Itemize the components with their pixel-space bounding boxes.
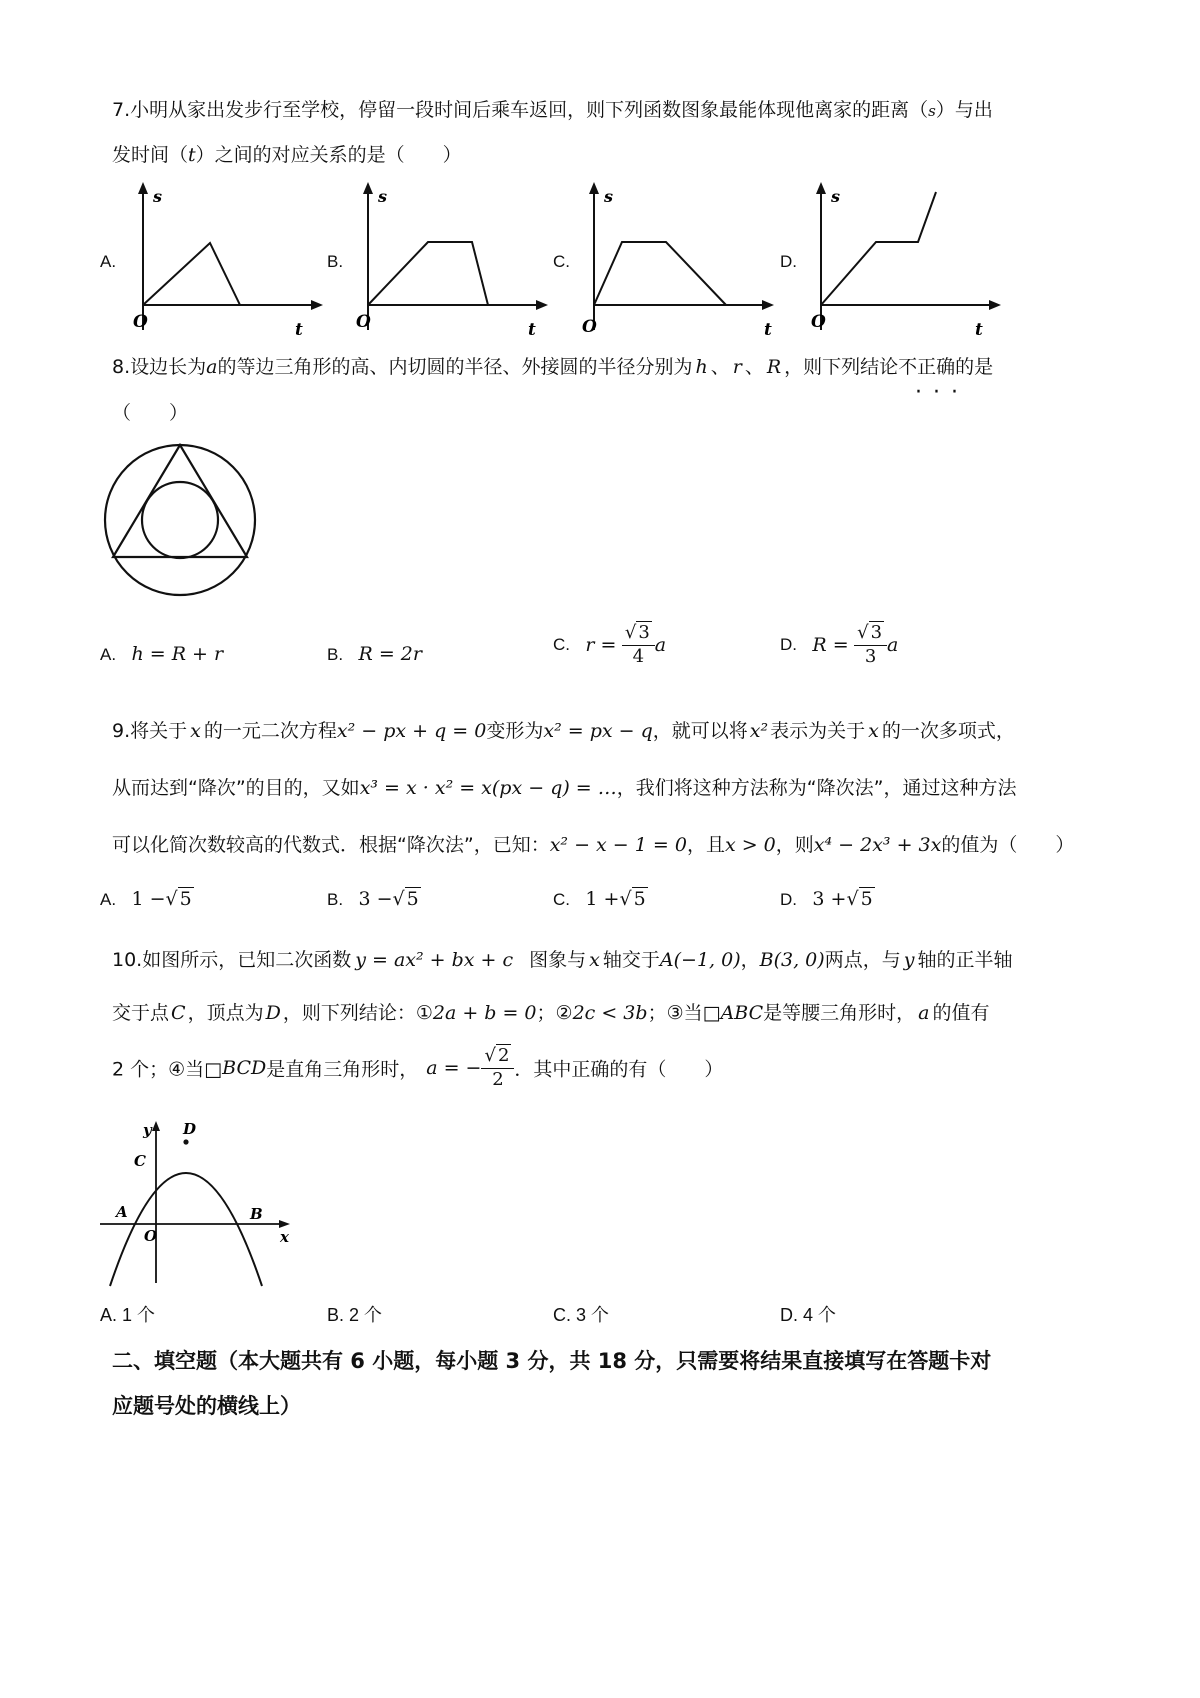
- q7-graph-c: [576, 180, 781, 345]
- q7-graph-d: [803, 180, 1008, 345]
- q10-graph-x-label: x: [280, 1228, 289, 1246]
- q9-option-d: D. 3 +√ 5: [780, 888, 873, 910]
- q10-graph-c-label: C: [134, 1152, 146, 1170]
- q7-b-o-label: O: [356, 312, 371, 332]
- q7-b-t-label: t: [528, 320, 536, 340]
- q7-graph-a: [125, 180, 325, 345]
- q10-parabola-graph: [98, 1118, 298, 1288]
- q8-triangle-circles-figure: [100, 440, 260, 600]
- q8-option-a: A. h = R + r: [100, 643, 224, 665]
- q7-line-2: 发时间（t）之间的对应关系的是（ ）: [112, 144, 462, 166]
- q7-graph-b: [350, 180, 550, 345]
- q7-option-c-label: C.: [553, 252, 570, 271]
- section-2-heading-line-1: 二、填空题（本大题共有 6 小题，每小题 3 分，共 18 分，只需要将结果直接填写在答题卡对: [112, 1349, 992, 1373]
- q10-graph-y-label: y: [143, 1121, 152, 1139]
- section-2-heading-line-2: 应题号处的横线上）: [112, 1394, 301, 1418]
- q8-line-2: （ ）: [112, 402, 189, 424]
- q9-line-3: 可以化简次数较高的代数式．根据“降次法”，已知：x² − x − 1 = 0，且x > 0，则x⁴ − 2x³ + 3x的值为（ ）: [112, 834, 1075, 856]
- q8-option-c: C. r = $\frac{√ 3}{4}$ a: [553, 622, 667, 667]
- q7-option-a-label: A.: [100, 252, 117, 271]
- q10-option-d: D. 4 个: [780, 1305, 837, 1325]
- q7-line-1: 7.小明从家出发步行至学校，停留一段时间后乘车返回，则下列函数图象最能体现他离家的距离（s）与出: [112, 99, 993, 121]
- q10-option-c: C. 3 个: [553, 1305, 610, 1325]
- q9-option-a: A. 1 −√ 5: [100, 888, 192, 910]
- q7-a-o-label: O: [133, 312, 148, 332]
- q7-d-o-label: O: [811, 312, 826, 332]
- q10-graph-o-label: O: [144, 1227, 158, 1245]
- q7-d-s-label: s: [831, 187, 841, 206]
- q7-a-t-label: t: [295, 320, 303, 340]
- q8-option-b: B. R = 2r: [327, 643, 422, 665]
- q10-line-3: 2 个；④当□BCD是直角三角形时， a = − $\frac{√ 2}{2}$ ．其中正确的有（ ）: [112, 1045, 724, 1090]
- q7-c-t-label: t: [764, 320, 772, 340]
- q7-option-b-label: B.: [327, 252, 344, 271]
- q8-emphasis-dots: ···: [915, 380, 969, 405]
- q10-option-b: B. 2 个: [327, 1305, 383, 1325]
- q7-option-d-label: D.: [780, 252, 797, 271]
- q10-line-2: 交于点 C ，顶点为 D ，则下列结论：①2a + b = 0；②2c < 3b；③当□ABC是等腰三角形时， a 的值有: [112, 1002, 990, 1024]
- q10-graph-b-label: B: [250, 1205, 263, 1223]
- q9-option-c: C. 1 +√ 5: [553, 888, 646, 910]
- q9-line-1: 9.将关于 x 的一元二次方程x² − px + q = 0变形为x² = px − q，就可以将 x² 表示为关于 x 的一次多项式，: [112, 720, 1015, 742]
- q10-graph-a-label: A: [116, 1203, 128, 1221]
- q7-d-t-label: t: [975, 320, 983, 340]
- q10-option-a: A. 1 个: [100, 1305, 156, 1325]
- q7-c-o-label: O: [582, 317, 597, 337]
- q9-option-b: B. 3 −√ 5: [327, 888, 419, 910]
- q10-line-1: 10.如图所示，已知二次函数 y = ax² + bx + c 图象与 x 轴交于A(−1, 0)，B(3, 0)两点，与 y 轴的正半轴: [112, 949, 1013, 971]
- q9-line-2: 从而达到“降次”的目的，又如x³ = x · x² = x(px − q) = …，我们将这种方法称为“降次法”，通过这种方法: [112, 777, 1017, 799]
- q7-a-s-label: s: [153, 187, 163, 206]
- q7-c-s-label: s: [604, 187, 614, 206]
- q8-line-1: 8.设边长为a的等边三角形的高、内切圆的半径、外接圆的半径分别为 h 、 r 、 R ，则下列结论不正确的是: [112, 356, 994, 378]
- q10-graph-d-label: D: [183, 1120, 197, 1138]
- q8-option-d: D. R = $\frac{√ 3}{3}$ a: [780, 622, 899, 667]
- q7-b-s-label: s: [378, 187, 388, 206]
